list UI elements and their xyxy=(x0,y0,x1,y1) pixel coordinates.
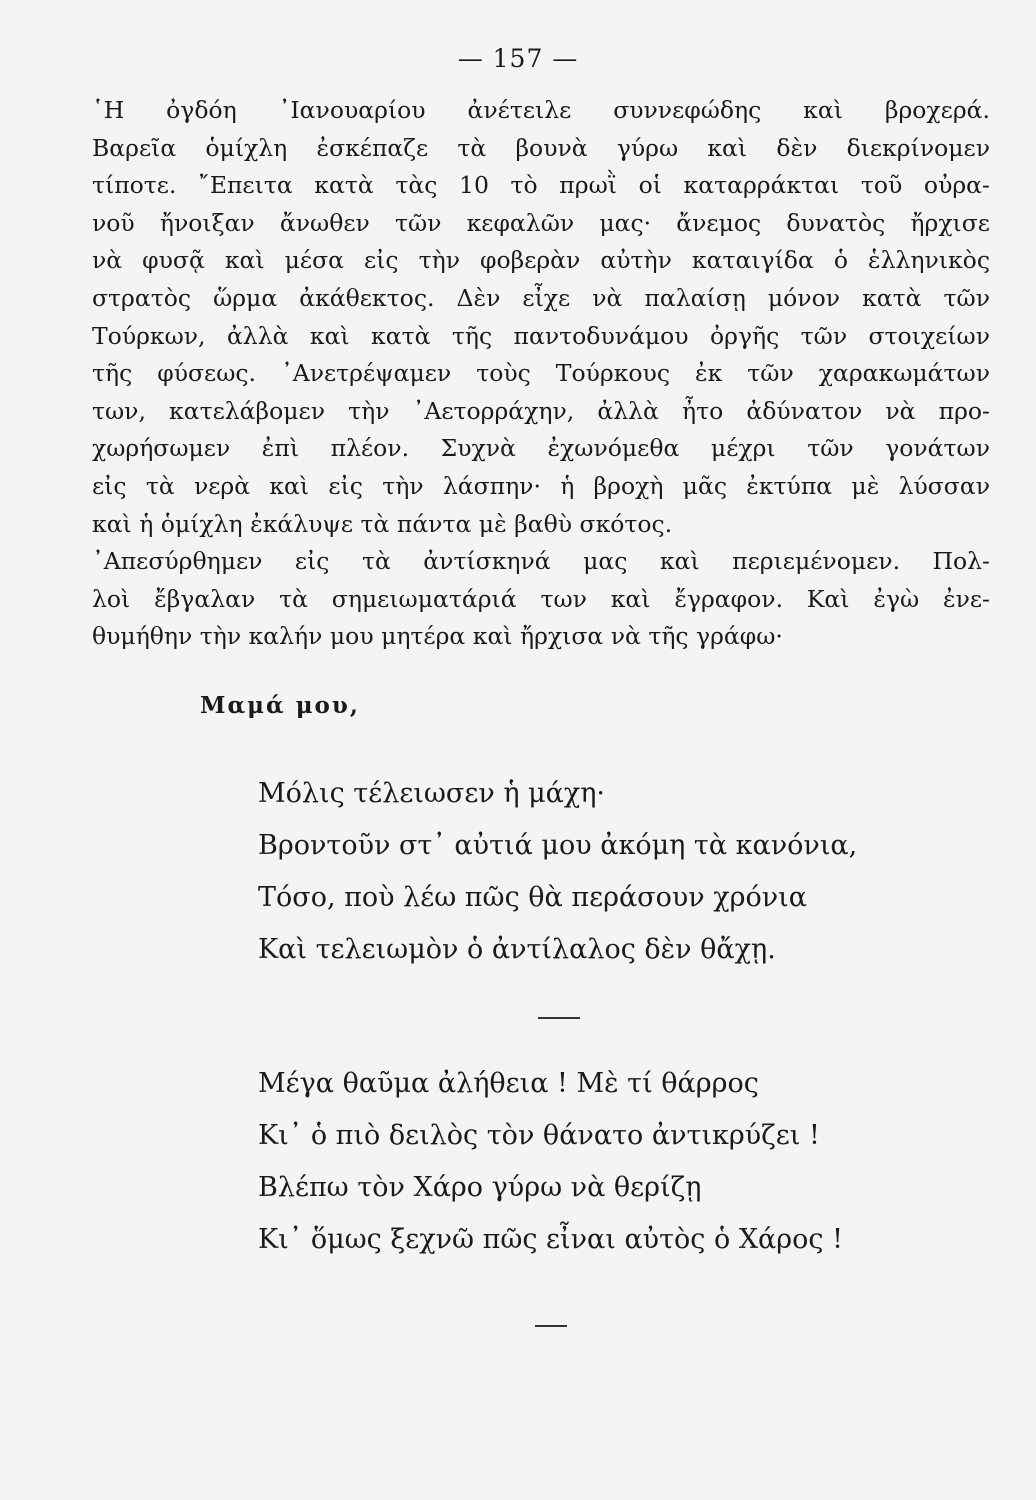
prose-line: Βαρεῖα ὁμίχλη ἐσκέπαζε τὰ βουνὰ γύρω καὶ δὲν διεκρίνομεν xyxy=(92,133,990,162)
poem-line: Βροντοῦν στ᾿ αὐτιά μου ἀκόμη τὰ κανόνια, xyxy=(258,830,858,861)
stanza-separator xyxy=(538,1017,580,1019)
end-separator xyxy=(535,1325,567,1327)
prose-line: εἰς τὰ νερὰ καὶ εἰς τὴν λάσπην· ἡ βροχὴ μᾶς ἐκτύπα μὲ λύσσαν xyxy=(92,471,990,500)
prose-line: νοῦ ἤνοιξαν ἄνωθεν τῶν κεφαλῶν μας· ἄνεμος δυνατὸς ἤρχισε xyxy=(92,208,990,237)
poem-line: Καὶ τελειωμὸν ὁ ἀντίλαλος δὲν θἄχῃ. xyxy=(258,934,776,965)
prose-line: των, κατελάβομεν τὴν ᾿Αετορράχην, ἀλλὰ ἦτο ἀδύνατον νὰ προ- xyxy=(92,396,990,425)
poem-line: Κι᾿ ὁ πιὸ δειλὸς τὸν θάνατο ἀντικρύζει ! xyxy=(258,1120,820,1151)
page-number: — 157 — xyxy=(457,44,579,73)
prose-paragraphs xyxy=(92,92,990,656)
poem-line: Μόλις τέλειωσεν ἡ μάχη· xyxy=(258,778,606,809)
prose-line: τίποτε. ῎Επειτα κατὰ τὰς 10 τὸ πρωῒ οἱ καταρράκται τοῦ οὐρα- xyxy=(92,171,990,200)
poem-stanza-1 xyxy=(258,768,958,976)
prose-line: λοὶ ἔβγαλαν τὰ σημειωματάριά των καὶ ἔγραφον. Καὶ ἐγὼ ἐνε- xyxy=(92,584,990,613)
prose-line: τῆς φύσεως. ᾿Ανετρέψαμεν τοὺς Τούρκους ἐκ τῶν χαρακωμάτων xyxy=(92,359,990,388)
prose-line: χωρήσωμεν ἐπὶ πλέον. Συχνὰ ἐχωνόμεθα μέχρι τῶν γονάτων xyxy=(92,434,990,463)
prose-line: ᾿Απεσύρθημεν εἰς τὰ ἀντίσκηνά μας καὶ περιεμένομεν. Πολ- xyxy=(92,547,990,576)
poem-line: Μέγα θαῦμα ἀλήθεια ! Μὲ τί θάρρος xyxy=(258,1068,759,1099)
prose-line: καὶ ἡ ὁμίχλη ἐκάλυψε τὰ πάντα μὲ βαθὺ σκότος. xyxy=(92,509,673,538)
poem-stanza-2 xyxy=(258,1058,958,1266)
prose-line: θυμήθην τὴν καλήν μου μητέρα καὶ ἤρχισα νὰ τῆς γράφω· xyxy=(92,622,783,651)
prose-line: Τούρκων, ἀλλὰ καὶ κατὰ τῆς παντοδυνάμου ὀργῆς τῶν στοιχείων xyxy=(92,321,990,350)
poem-line: Κι᾿ ὅμως ξεχνῶ πῶς εἶναι αὐτὸς ὁ Χάρος ! xyxy=(258,1224,843,1255)
prose-line: στρατὸς ὥρμα ἀκάθεκτος. Δὲν εἶχε νὰ παλαίσῃ μόνον κατὰ τῶν xyxy=(92,283,990,312)
letter-salutation: Μαμά μου, xyxy=(200,692,360,719)
poem-line: Βλέπω τὸν Χάρο γύρω νὰ θερίζῃ xyxy=(258,1172,702,1203)
poem-line: Τόσο, ποὺ λέω πῶς θὰ περάσουν χρόνια xyxy=(258,882,808,913)
prose-line: νὰ φυσᾷ καὶ μέσα εἰς τὴν φοβερὰν αὐτὴν καταιγίδα ὁ ἑλληνικὸς xyxy=(92,246,990,275)
prose-line: ῾Η ὀγδόη ᾿Ιανουαρίου ἀνέτειλε συννεφώδης καὶ βροχερά. xyxy=(92,96,990,124)
